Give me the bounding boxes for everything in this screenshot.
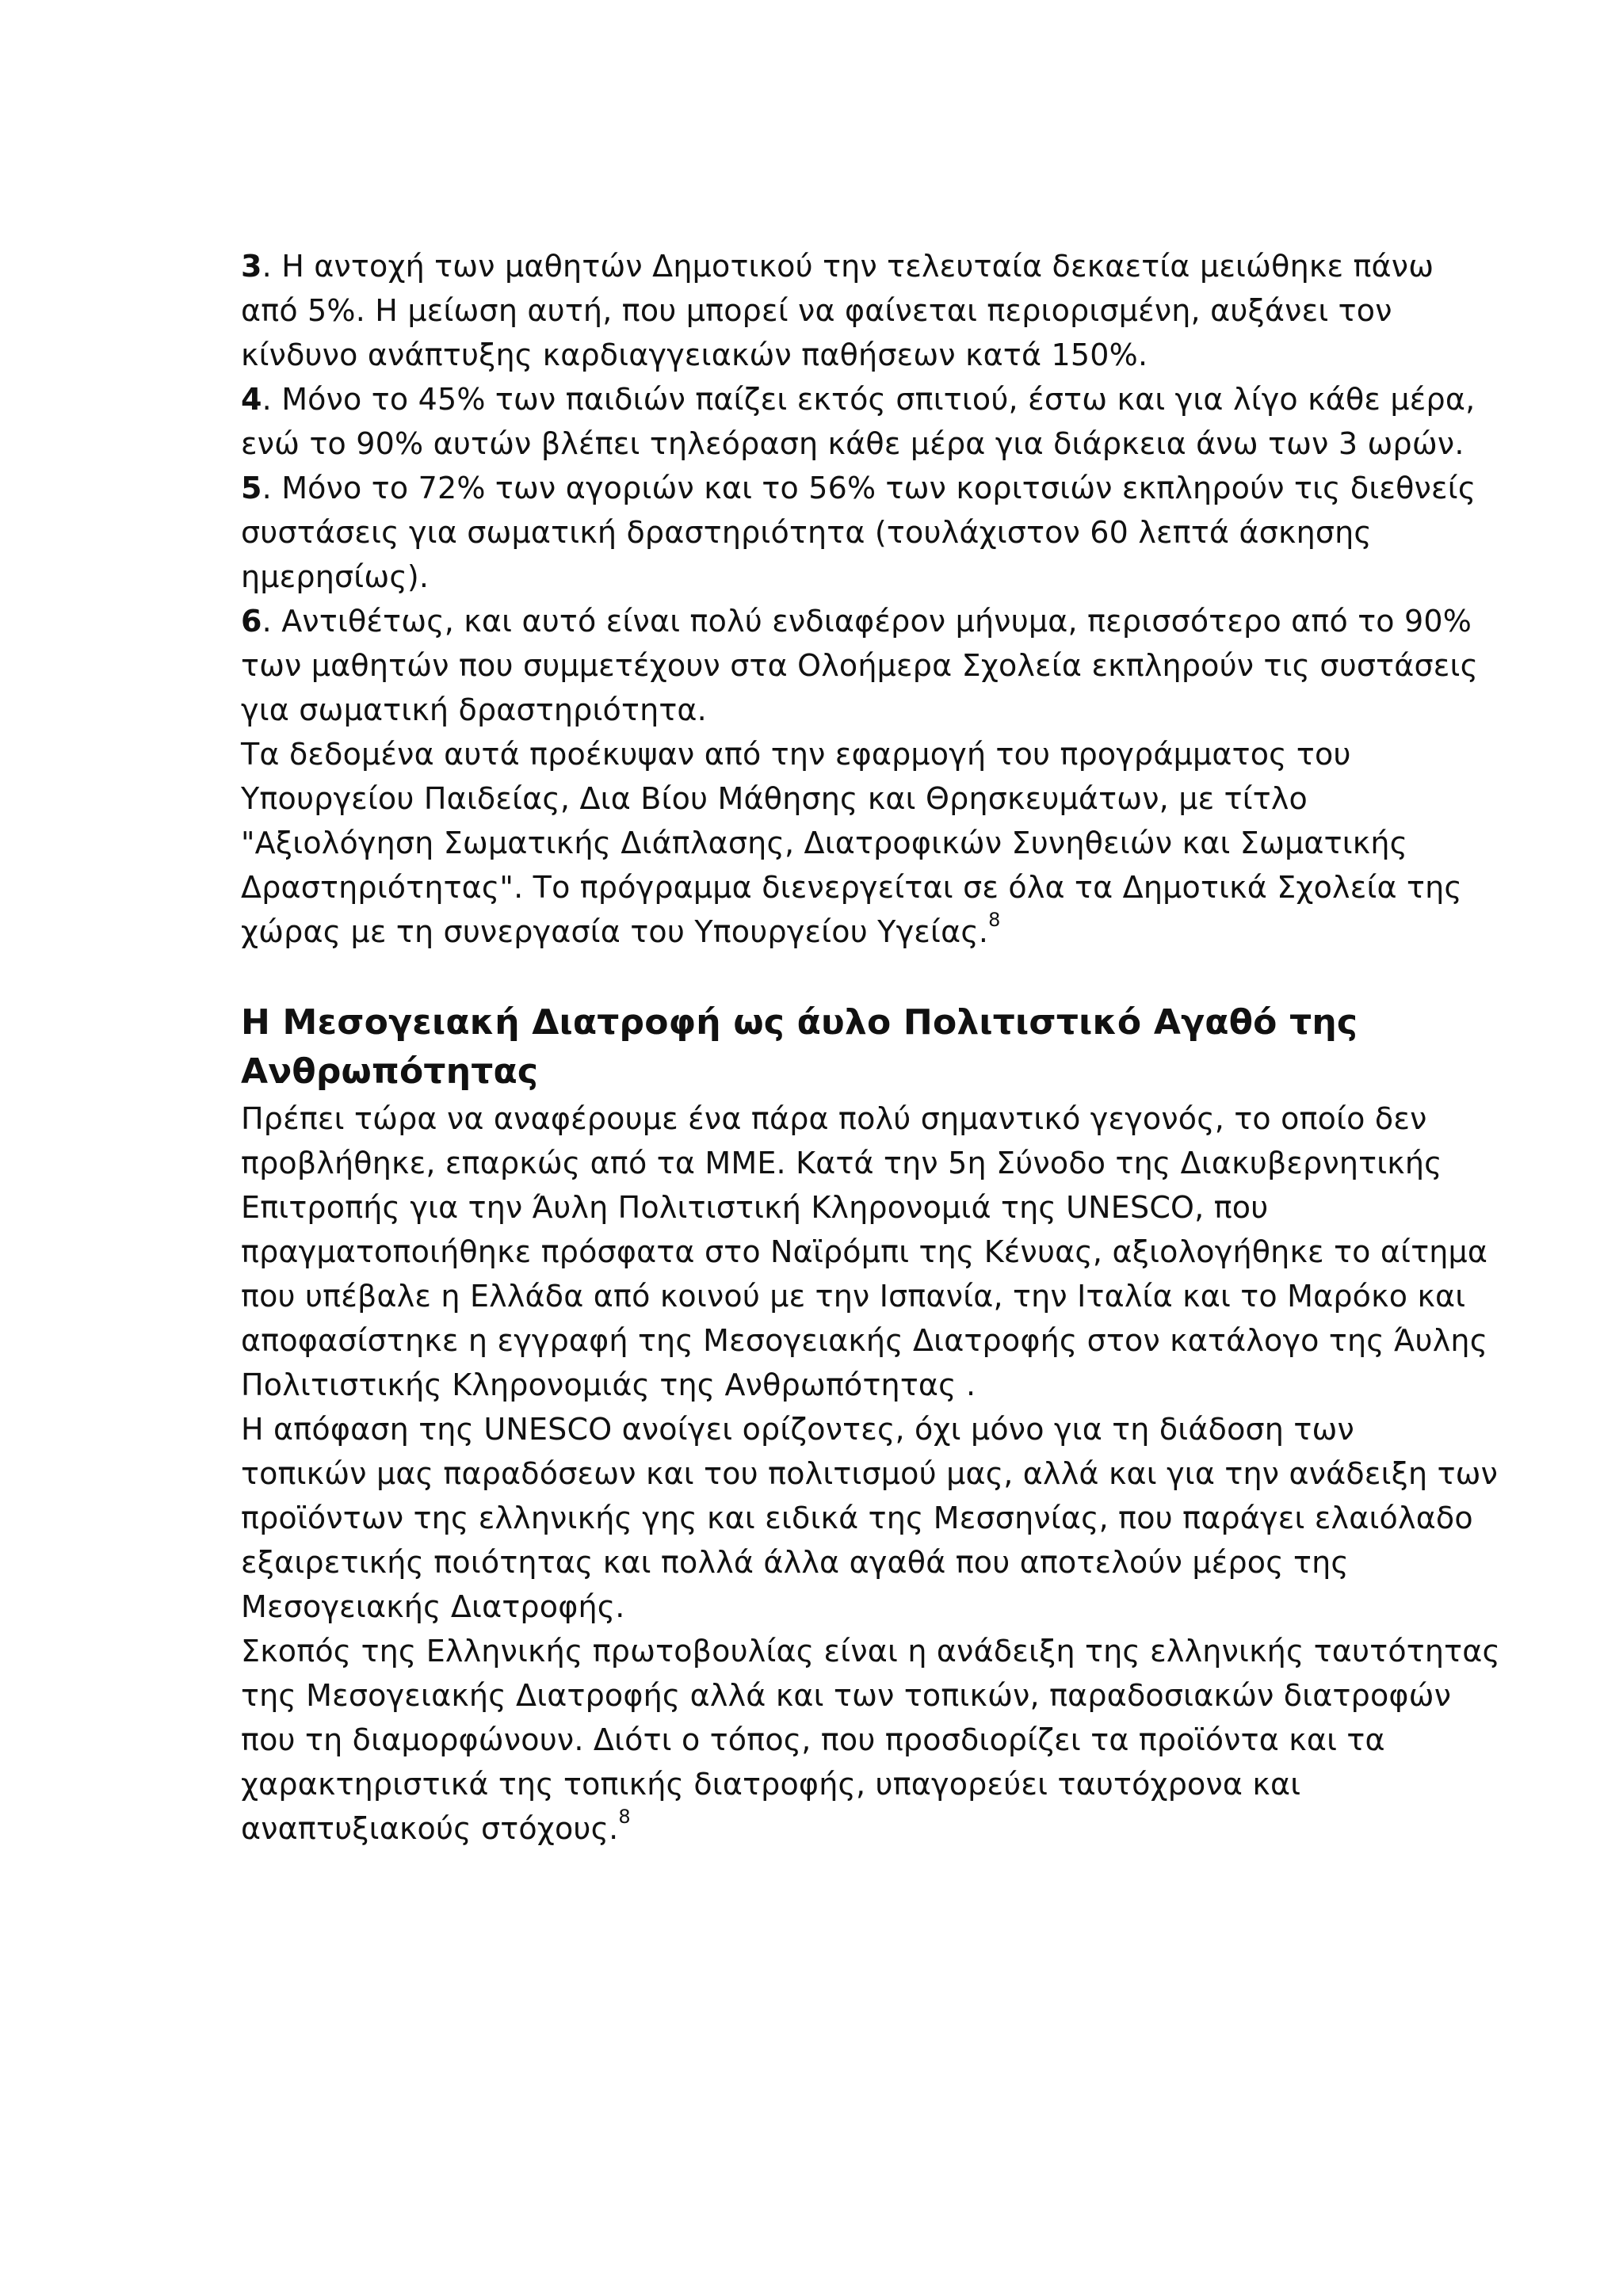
paragraph-line: προϊόντων της ελληνικής γης και ειδικά της Μεσσηνίας, που παράγει ελαιόλαδο bbox=[241, 1501, 1473, 1535]
paragraph-line: Επιτροπής για την Άυλη Πολιτιστική Κληρονομιά της UNESCO, που bbox=[241, 1190, 1269, 1225]
item-number: 6 bbox=[241, 604, 262, 639]
paragraph-line: Υπουργείου Παιδείας, Δια Βίου Μάθησης και Θρησκευμάτων, με τίτλο bbox=[241, 781, 1308, 816]
paragraph-line: που υπέβαλε η Ελλάδα από κοινού με την Ισπανία, την Ιταλία και το Μαρόκο και bbox=[241, 1279, 1466, 1314]
item-text-line: συστάσεις για σωματική δραστηριότητα (τουλάχιστον 60 λεπτά άσκησης bbox=[241, 515, 1372, 550]
paragraph-line: που τη διαμορφώνουν. Διότι ο τόπος, που προσδιορίζει τα προϊόντα και τα bbox=[241, 1722, 1385, 1757]
section-paragraph bbox=[241, 1097, 1488, 1407]
paragraph-line: Πολιτιστικής Κληρονομιάς της Ανθρωπότητας . bbox=[241, 1367, 976, 1402]
item-text-line: για σωματική δραστηριότητα. bbox=[241, 692, 707, 727]
paragraph-line: Η απόφαση της UNESCO ανοίγει ορίζοντες, όχι μόνο για τη διάδοση των bbox=[241, 1412, 1354, 1447]
item-text-line: . Μόνο το 72% των αγοριών και το 56% των κοριτσιών εκπληρούν τις διεθνείς bbox=[262, 471, 1476, 505]
heading-line: Η Μεσογειακή Διατροφή ως άυλο Πολιτιστικό Αγαθό της bbox=[241, 1002, 1358, 1043]
item-text-line: ημερησίως). bbox=[241, 559, 430, 594]
heading-line: Ανθρωπότητας bbox=[241, 1051, 539, 1092]
list-item bbox=[241, 244, 1434, 377]
section-paragraph bbox=[241, 1407, 1499, 1629]
paragraph-line: προβλήθηκε, επαρκώς από τα ΜΜΕ. Κατά την 5η Σύνοδο της Διακυβερνητικής bbox=[241, 1146, 1442, 1180]
paragraph-line: τοπικών μας παραδόσεων και του πολιτισμού μας, αλλά και για την ανάδειξη των bbox=[241, 1456, 1499, 1491]
paragraph-line: "Αξιολόγηση Σωματικής Διάπλασης, Διατροφικών Συνηθειών και Σωματικής bbox=[241, 826, 1408, 860]
paragraph-line: χώρας με τη συνεργασία του Υπουργείου Υγείας. bbox=[241, 914, 989, 949]
item-text-line: από 5%. Η μείωση αυτή, που μπορεί να φαίνεται περιορισμένη, αυξάνει τον bbox=[241, 293, 1392, 328]
page-content bbox=[241, 244, 1500, 1851]
paragraph-line: Μεσογειακής Διατροφής. bbox=[241, 1589, 625, 1624]
item-number: 5 bbox=[241, 471, 262, 505]
item-text-line: ενώ το 90% αυτών βλέπει τηλεόραση κάθε μέρα για διάρκεια άνω των 3 ωρών. bbox=[241, 426, 1465, 461]
paragraph-line: Σκοπός της Ελληνικής πρωτοβουλίας είναι η ανάδειξη της ελληνικής ταυτότητας bbox=[241, 1634, 1500, 1669]
item-text-line: των μαθητών που συμμετέχουν στα Ολοήμερα Σχολεία εκπληρούν τις συστάσεις bbox=[241, 648, 1479, 683]
paragraph-line: της Μεσογειακής Διατροφής αλλά και των τοπικών, παραδοσιακών διατροφών bbox=[241, 1678, 1452, 1713]
list-item bbox=[241, 466, 1476, 599]
paragraph-line: χαρακτηριστικά της τοπικής διατροφής, υπαγορεύει ταυτόχρονα και bbox=[241, 1767, 1301, 1802]
item-text-line: . Μόνο το 45% των παιδιών παίζει εκτός σπιτιού, έστω και για λίγο κάθε μέρα, bbox=[262, 382, 1476, 417]
paragraph-line: πραγματοποιήθηκε πρόσφατα στο Ναϊρόμπι της Κένυας, αξιολογήθηκε το αίτημα bbox=[241, 1234, 1488, 1269]
item-number: 3 bbox=[241, 249, 262, 284]
paragraph-line: Δραστηριότητας". Το πρόγραμμα διενεργείται σε όλα τα Δημοτικά Σχολεία της bbox=[241, 870, 1462, 905]
paragraph-line: αποφασίστηκε η εγγραφή της Μεσογειακής Διατροφής στον κατάλογο της Άυλης bbox=[241, 1323, 1488, 1358]
item-number: 4 bbox=[241, 382, 262, 417]
paragraph-line: Τα δεδομένα αυτά προέκυψαν από την εφαρμογή του προγράμματος του bbox=[241, 737, 1351, 772]
paragraph-line: εξαιρετικής ποιότητας και πολλά άλλα αγαθά που αποτελούν μέρος της bbox=[241, 1545, 1349, 1580]
section-paragraph bbox=[241, 1629, 1500, 1851]
paragraph-line: αναπτυξιακούς στόχους. bbox=[241, 1811, 619, 1846]
footnote-marker: 8 bbox=[988, 909, 1001, 931]
item-text-line: κίνδυνο ανάπτυξης καρδιαγγειακών παθήσεων κατά 150%. bbox=[241, 338, 1148, 372]
paragraph-line: Πρέπει τώρα να αναφέρουμε ένα πάρα πολύ σημαντικό γεγονός, το οποίο δεν bbox=[241, 1101, 1427, 1136]
section-heading bbox=[241, 998, 1430, 1097]
list-item bbox=[241, 377, 1476, 466]
intro-paragraph bbox=[241, 732, 1462, 954]
list-item bbox=[241, 599, 1479, 732]
item-text-line: . Η αντοχή των μαθητών Δημοτικού την τελευταία δεκαετία μειώθηκε πάνω bbox=[262, 249, 1434, 284]
item-text-line: . Αντιθέτως, και αυτό είναι πολύ ενδιαφέρον μήνυμα, περισσότερο από το 90% bbox=[262, 604, 1472, 639]
footnote-marker: 8 bbox=[618, 1806, 631, 1828]
